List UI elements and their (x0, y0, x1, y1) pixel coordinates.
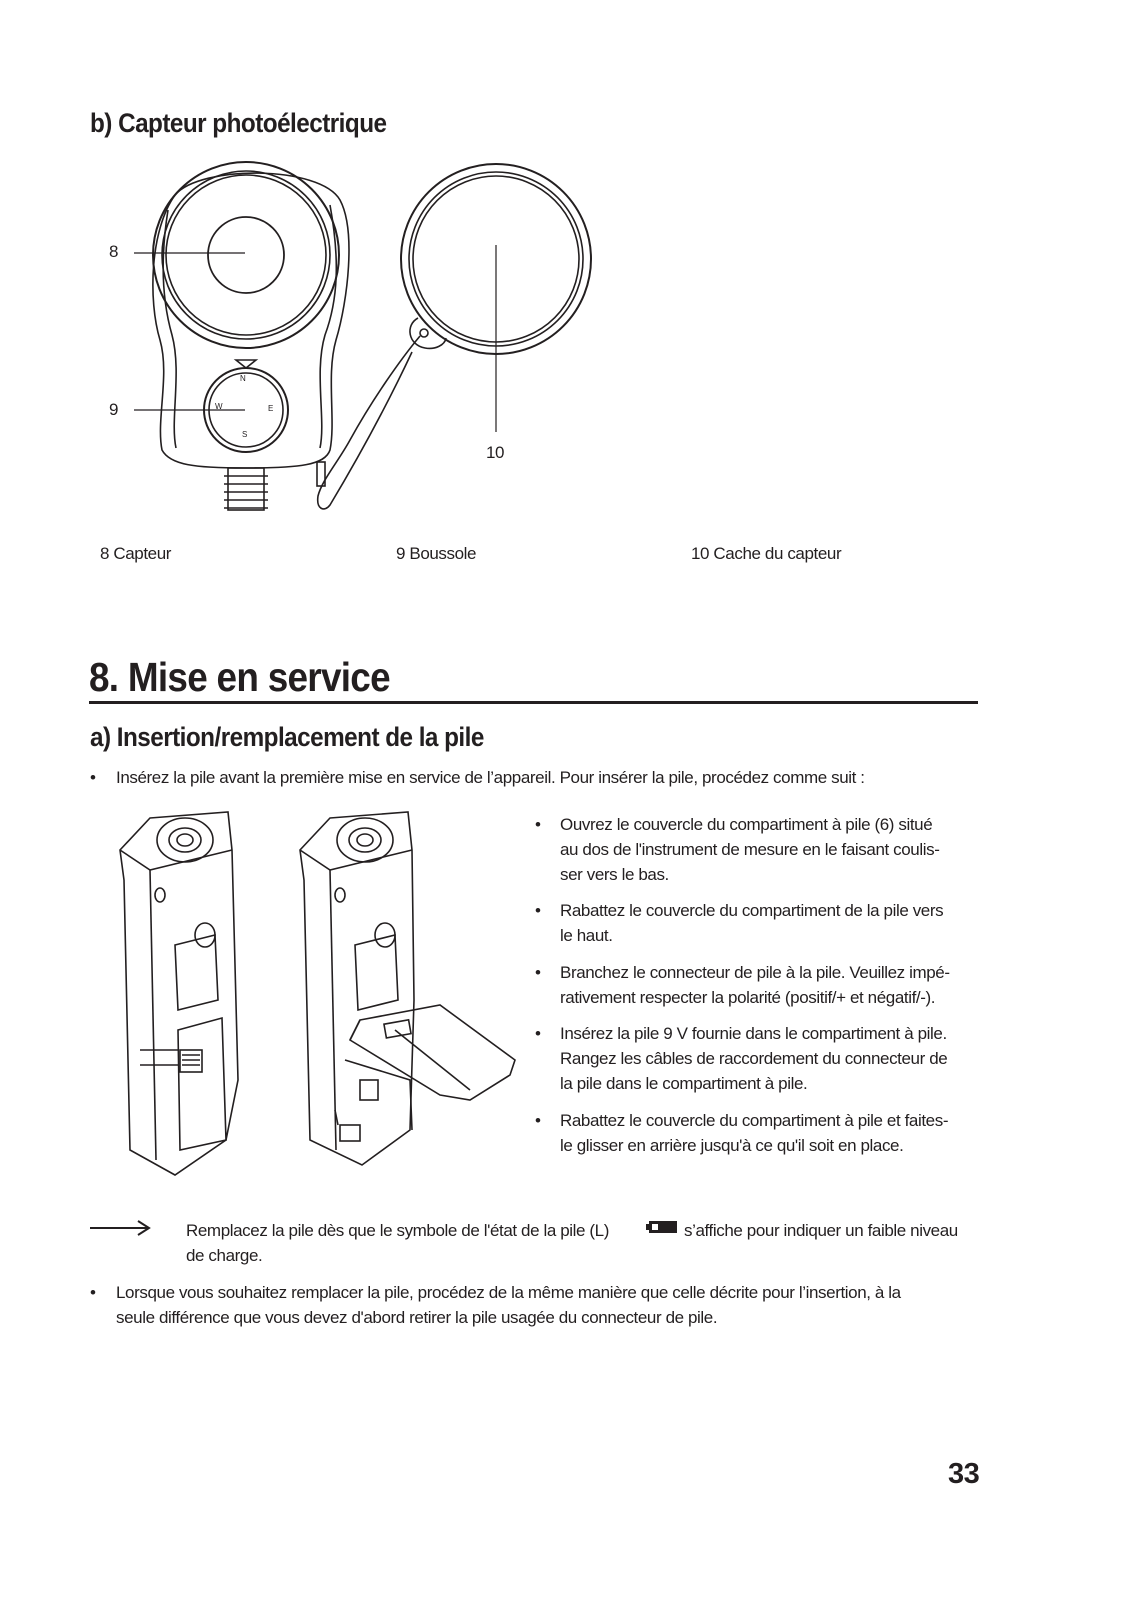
bullet-mark: • (90, 768, 96, 787)
step-2-line-2: le haut. (560, 926, 613, 945)
note-text-part1: Remplacez la pile dès que le symbole de l'état de la pile (L) (186, 1221, 609, 1240)
arrow-right-icon (90, 1218, 152, 1238)
bullet-mark: • (535, 815, 541, 834)
compass-west-label: W (215, 402, 223, 411)
step-1-line-3: ser vers le bas. (560, 865, 669, 884)
page-title: 8. Mise en service (89, 654, 390, 700)
note-text-part2: s’affiche pour indiquer un faible niveau (684, 1221, 958, 1240)
step-3-line-2: rativement respecter la polarité (positif/+ et négatif/-). (560, 988, 936, 1007)
compass-east-label: E (268, 404, 274, 413)
compass-north-label: N (240, 374, 246, 383)
page-number: 33 (948, 1458, 980, 1490)
step-4-line-2: Rangez les câbles de raccordement du connecteur de (560, 1049, 948, 1068)
bullet-mark: • (90, 1283, 96, 1302)
section-heading: b) Capteur photoélectrique (90, 108, 387, 138)
step-2-line-1: Rabattez le couvercle du compartiment de la pile vers (560, 901, 944, 920)
final-bullet-line-1: Lorsque vous souhaitez remplacer la pile, procédez de la même manière que celle décrite pour l’insertion, à la (116, 1283, 901, 1302)
intro-bullet-text: Insérez la pile avant la première mise en service de l’appareil. Pour insérer la pile, procédez comme suit : (116, 768, 865, 787)
step-5-line-1: Rabattez le couvercle du compartiment à pile et faites- (560, 1111, 949, 1130)
step-4-line-3: la pile dans le compartiment à pile. (560, 1074, 808, 1093)
bullet-mark: • (535, 901, 541, 920)
subsection-heading: a) Insertion/remplacement de la pile (90, 722, 484, 752)
step-5-line-2: le glisser en arrière jusqu'à ce qu'il soit en place. (560, 1136, 904, 1155)
callout-9: 9 (109, 400, 119, 419)
caption-compass: 9 Boussole (396, 544, 477, 563)
step-1-line-1: Ouvrez le couvercle du compartiment à pile (6) situé (560, 815, 933, 834)
caption-sensor-cover: 10 Cache du capteur (691, 544, 842, 563)
caption-sensor: 8 Capteur (100, 544, 172, 563)
callout-8: 8 (109, 242, 119, 261)
step-4-line-1: Insérez la pile 9 V fournie dans le compartiment à pile. (560, 1024, 947, 1043)
bullet-mark: • (535, 1024, 541, 1043)
step-1-line-2: au dos de l'instrument de mesure en le faisant coulis- (560, 840, 940, 859)
bullet-mark: • (535, 1111, 541, 1130)
note-text-line2: de charge. (186, 1246, 263, 1265)
bullet-mark: • (535, 963, 541, 982)
callout-10: 10 (486, 443, 505, 462)
final-bullet-line-2: seule différence que vous devez d'abord retirer la pile usagée du connecteur de pile. (116, 1308, 718, 1327)
low-battery-icon (646, 1220, 678, 1234)
compass-south-label: S (242, 430, 248, 439)
step-3-line-1: Branchez le connecteur de pile à la pile. Veuillez impé- (560, 963, 950, 982)
